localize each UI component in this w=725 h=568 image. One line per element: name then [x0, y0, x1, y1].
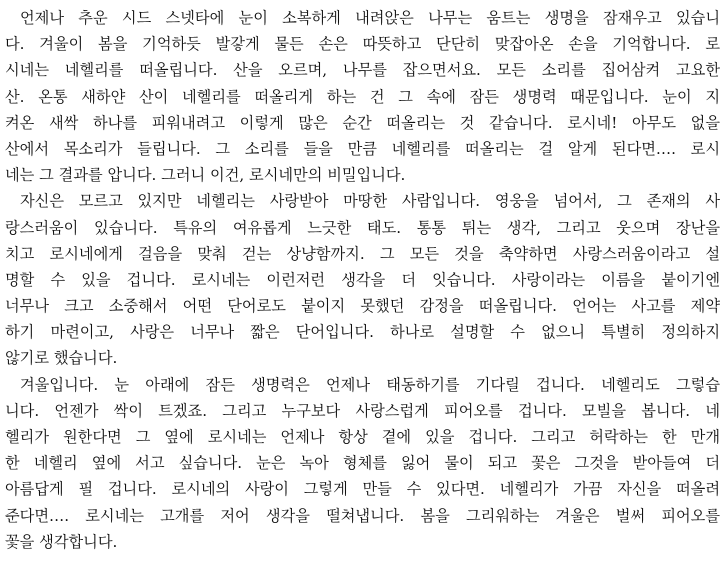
text-line: 아름답게 필 겁니다. 로시네의 사랑이 그렇게 만들 수 있다면. 네헬리가 가끔 자신을 떠올려 — [5, 480, 720, 499]
text-line: 준다면…. 로시네는 고개를 저어 생각을 떨쳐냅니다. 봄을 그리워하는 겨울은 벌써 피어오를 — [5, 506, 720, 525]
text-line: 자신은 모르고 있지만 네헬리는 사랑받아 마땅한 사람입니다. 영웅을 넘어서, 그 존재의 사 — [20, 192, 720, 211]
text-line: 겨울입니다. 눈 아래에 잠든 생명력은 언제나 태동하기를 기다릴 겁니다. 네헬리도 그렇습 — [20, 375, 720, 394]
text-line: 한 네헬리 옆에 서고 싶습니다. 눈은 녹아 형체를 잃어 물이 되고 꽃은 그것을 받아들여 더 — [5, 454, 720, 473]
text-line: 시네는 네헬리를 떠올립니다. 산을 오르며, 나무를 잡으면서요. 모든 소리를 집어삼켜 고요한 — [5, 61, 720, 80]
text-line: 하기 마련이고, 사랑은 너무나 짧은 단어입니다. 하나로 설명할 수 없으니 특별히 정의하지 — [5, 323, 720, 342]
text-line: 헬리가 원한다면 그 옆에 로시네는 언제나 항상 곁에 있을 겁니다. 그리고 허락하는 한 만개 — [5, 428, 720, 446]
text-line: 않기로 했습니다. — [5, 349, 118, 368]
paragraph-1 — [5, 5, 720, 188]
text-line: 너무나 크고 소중해서 어떤 단어로도 붙이지 못했던 감정을 떠올립니다. 언어는 사고를 제약 — [5, 297, 720, 316]
paragraph-2 — [5, 188, 720, 371]
paragraph-3 — [5, 372, 720, 555]
text-line: 산. 온통 새하얀 산이 네헬리를 떠올리게 하는 건 그 속에 잠든 생명력 때문입니다. 눈이 지 — [5, 87, 720, 106]
text-line: 랑스러움이 있습니다. 특유의 여유롭게 느긋한 태도. 통통 튀는 생각, 그리고 웃으며 장난을 — [5, 218, 720, 237]
text-line: 니다. 언젠가 싹이 트겠죠. 그리고 누구보다 사랑스럽게 피어오를 겁니다. 모빌을 봅니다. 네 — [5, 401, 720, 420]
text-line: 네는 그 결과를 압니다. 그러니 이건, 로시네만의 비밀입니다. — [5, 166, 406, 185]
text-line: 치고 로시네에게 걸음을 맞춰 걷는 상냥함까지. 그 모든 것을 축약하면 사랑스러움이라고 설 — [5, 244, 720, 263]
text-line: 명할 수 있을 겁니다. 로시네는 이런저런 생각을 더 잇습니다. 사랑이라는 이름을 붙이기엔 — [5, 270, 720, 289]
text-line: 꽃을 생각합니다. — [5, 532, 118, 551]
text-line: 켜온 새싹 하나를 피워내려고 이렇게 많은 순간 떠올리는 것 같습니다. 로시네! 아무도 없을 — [5, 113, 720, 132]
text-line: 언제나 추운 시드 스넷타에 눈이 소복하게 내려앉은 나무는 움트는 생명을 잠재우고 있습니 — [20, 9, 720, 27]
text-line: 다. 겨울이 봄을 기억하듯 발갛게 물든 손은 따뜻하고 단단히 맞잡아온 손을 기억합니다. 로 — [5, 35, 720, 54]
text-line: 산에서 목소리가 들립니다. 그 소리를 들을 만큼 네헬리를 떠올리는 걸 알게 된다면…. 로시 — [5, 139, 720, 158]
